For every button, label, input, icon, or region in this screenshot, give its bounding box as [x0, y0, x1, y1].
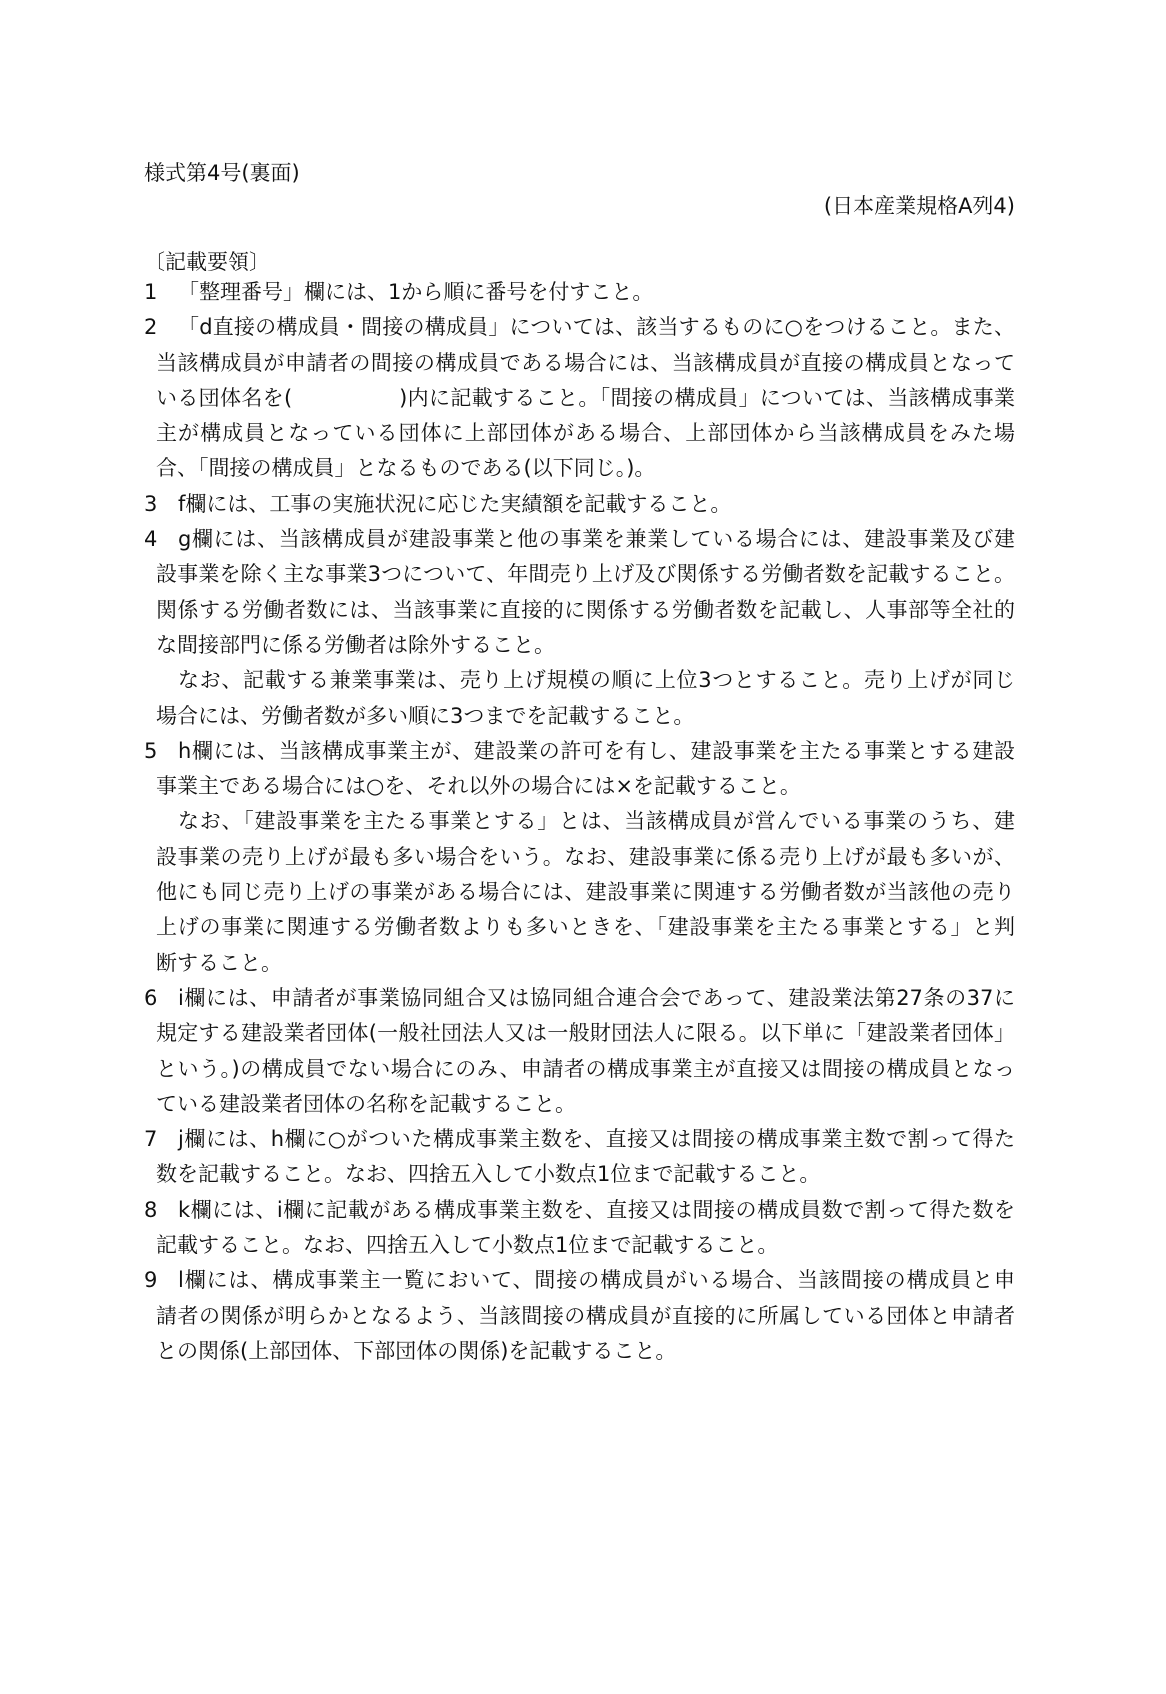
- instruction-text: ている建設業者団体の名称を記載すること。: [156, 1091, 576, 1116]
- instruction-line: [144, 1157, 1015, 1192]
- instruction-item: [144, 1122, 1015, 1193]
- instruction-line: [144, 275, 1015, 310]
- instruction-text: l欄には、構成事業主一覧において、間接の構成員がいる場合、当該間接の構成員と申: [178, 1268, 1015, 1293]
- instruction-text: i欄には、申請者が事業協同組合又は協同組合連合会であって、建設業法第27条の37に: [178, 985, 1015, 1010]
- instruction-line: [144, 381, 1015, 416]
- instruction-line: [144, 1122, 1015, 1157]
- item-number: 1: [144, 280, 158, 304]
- instruction-line: [144, 557, 1015, 592]
- instruction-item: [144, 981, 1015, 1122]
- item-number: 5: [144, 738, 158, 763]
- item-number: 4: [144, 527, 158, 552]
- instruction-item: [144, 1193, 1015, 1264]
- instruction-text: 断すること。: [156, 950, 282, 975]
- instruction-text: なお、記載する兼業事業は、売り上げ規模の順に上位3つとすること。売り上げが同じ: [178, 668, 1015, 693]
- instruction-text: 事業主である場合には○を、それ以外の場合には×を記載すること。: [156, 774, 801, 799]
- instruction-line: [144, 487, 1015, 522]
- instruction-line: [144, 1087, 1015, 1122]
- instruction-text: 場合には、労働者数が多い順に3つまでを記載すること。: [156, 703, 695, 728]
- instruction-line: [144, 310, 1015, 345]
- instruction-line: [144, 840, 1015, 875]
- instruction-line: [144, 522, 1015, 557]
- instruction-text: との関係(上部団体、下部団体の関係)を記載すること。: [156, 1338, 677, 1363]
- instruction-text: 記載すること。なお、四捨五入して小数点1位まで記載すること。: [156, 1233, 779, 1258]
- item-number: 9: [144, 1268, 158, 1293]
- instruction-line: [144, 416, 1015, 451]
- instruction-line: [144, 1334, 1015, 1369]
- instruction-line: [144, 451, 1015, 486]
- item-number: 6: [144, 985, 158, 1010]
- instruction-text: h欄には、当該構成事業主が、建設業の許可を有し、建設事業を主たる事業とする建設: [178, 738, 1015, 763]
- instruction-item: [144, 1263, 1015, 1369]
- instruction-line: [144, 346, 1015, 381]
- section-title: 〔記載要領〕: [144, 250, 270, 274]
- instruction-line: [144, 1052, 1015, 1087]
- item-number: 2: [144, 315, 158, 340]
- instruction-line: [144, 663, 1015, 698]
- item-number: 3: [144, 491, 158, 516]
- instruction-text: なお、「建設事業を主たる事業とする」とは、当該構成員が営んでいる事業のうち、建: [178, 809, 1015, 834]
- instruction-line: [144, 1228, 1015, 1263]
- instruction-line: [144, 734, 1015, 769]
- instruction-text: j欄には、h欄に○がついた構成事業主数を、直接又は間接の構成事業主数で割って得た: [178, 1127, 1015, 1152]
- instruction-line: [144, 946, 1015, 981]
- instruction-line: [144, 1263, 1015, 1298]
- instruction-line: [144, 1016, 1015, 1051]
- instruction-list: [144, 275, 1015, 1369]
- instruction-text: という。)の構成員でない場合にのみ、申請者の構成事業主が直接又は間接の構成員となっ: [156, 1056, 1015, 1081]
- instruction-line: [144, 910, 1015, 945]
- item-number: 8: [144, 1197, 158, 1222]
- instruction-text: 設事業を除く主な事業3つについて、年間売り上げ及び関係する労働者数を記載すること。: [156, 562, 1015, 587]
- instruction-text: 「整理番号」欄には、1から順に番号を付すこと。: [178, 280, 654, 304]
- instruction-text: 関係する労働者数には、当該事業に直接的に関係する労働者数を記載し、人事部等全社的: [156, 597, 1015, 622]
- instruction-line: [144, 769, 1015, 804]
- instruction-line: [144, 628, 1015, 663]
- instruction-line: [144, 1299, 1015, 1334]
- instruction-text: k欄には、i欄に記載がある構成事業主数を、直接又は間接の構成員数で割って得た数を: [178, 1197, 1015, 1222]
- instruction-text: f欄には、工事の実施状況に応じた実績額を記載すること。: [178, 491, 732, 516]
- instruction-text: いる団体名を( )内に記載すること。「間接の構成員」については、当該構成事業: [156, 385, 1015, 410]
- instruction-text: 請者の関係が明らかとなるよう、当該間接の構成員が直接的に所属している団体と申請者: [156, 1303, 1015, 1328]
- instruction-text: 他にも同じ売り上げの事業がある場合には、建設事業に関連する労働者数が当該他の売り: [156, 880, 1015, 905]
- form-title: 様式第4号(裏面): [144, 161, 300, 185]
- instruction-line: [144, 1193, 1015, 1228]
- instruction-text: 当該構成員が申請者の間接の構成員である場合には、当該構成員が直接の構成員となって: [156, 350, 1015, 375]
- instruction-item: [144, 487, 1015, 522]
- instruction-text: g欄には、当該構成員が建設事業と他の事業を兼業している場合には、建設事業及び建: [178, 527, 1015, 552]
- paper-size-note: (日本産業規格A列4): [823, 194, 1015, 218]
- instruction-line: [144, 699, 1015, 734]
- instruction-text: 規定する建設業者団体(一般社団法人又は一般財団法人に限る。以下単に「建設業者団体」: [156, 1021, 1015, 1046]
- instruction-text: 「d直接の構成員・間接の構成員」については、該当するものに○をつけること。また、: [178, 315, 1015, 340]
- instruction-text: 主が構成員となっている団体に上部団体がある場合、上部団体から当該構成員をみた場: [156, 421, 1015, 446]
- instruction-text: な間接部門に係る労働者は除外すること。: [156, 632, 555, 657]
- instruction-text: 設事業の売り上げが最も多い場合をいう。なお、建設事業に係る売り上げが最も多いが、: [156, 844, 1015, 869]
- instruction-line: [144, 875, 1015, 910]
- instruction-text: 合、「間接の構成員」となるものである(以下同じ。)。: [156, 456, 656, 481]
- instruction-item: [144, 275, 1015, 310]
- instruction-text: 数を記載すること。なお、四捨五入して小数点1位まで記載すること。: [156, 1162, 821, 1187]
- instruction-item: [144, 310, 1015, 486]
- item-number: 7: [144, 1127, 158, 1152]
- instruction-text: 上げの事業に関連する労働者数よりも多いときを、「建設事業を主たる事業とする」と判: [156, 915, 1015, 940]
- instruction-line: [144, 593, 1015, 628]
- instruction-line: [144, 804, 1015, 839]
- instruction-item: [144, 522, 1015, 734]
- instruction-item: [144, 734, 1015, 981]
- instruction-line: [144, 981, 1015, 1016]
